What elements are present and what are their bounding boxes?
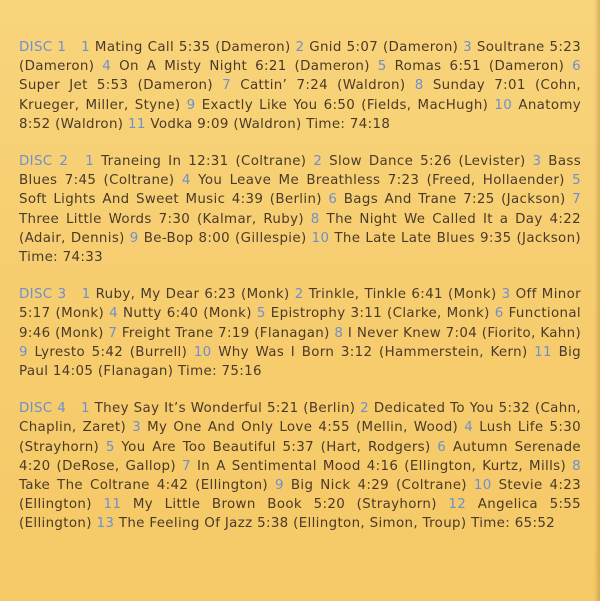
track-num: 3 <box>501 287 511 303</box>
track-text: Stevie 4:23 (Ellington) <box>19 478 581 513</box>
track-text: Sunday 7:01 (Cohn, Krueger, Miller, Styne) <box>19 78 582 113</box>
track-num: 10 <box>193 344 212 360</box>
track-text: On A Misty Night 6:21 (Dameron) <box>119 59 370 75</box>
track-text: My Little Brown Book 5:20 (Strayhorn) <box>132 497 437 513</box>
track-num: 1 <box>81 40 91 55</box>
track-num: 4 <box>464 420 474 436</box>
track-text: Bags And Trane 7:25 (Jackson) <box>343 192 566 208</box>
disc-time: Time: 74:33 <box>19 250 103 266</box>
disc-4-block <box>19 399 581 533</box>
track-text: Autumn Serenade 4:20 (DeRose, Gallop) <box>19 439 582 474</box>
disc-label: DISC 2 <box>19 154 69 170</box>
track-num: 6 <box>437 439 447 455</box>
track-num: 5 <box>256 306 266 322</box>
track-text: You Are Too Beautiful 5:37 (Hart, Rodgers) <box>121 439 431 455</box>
track-text: Vodka 9:09 (Waldron) <box>150 116 302 132</box>
tracklist <box>19 38 581 552</box>
disc-time: Time: 75:16 <box>177 364 262 380</box>
track-num: 7 <box>222 78 232 94</box>
track-text: Lyresto 5:42 (Burrell) <box>34 344 188 360</box>
disc-2-block <box>19 152 581 267</box>
track-text: I Never Knew 7:04 (Fiorito, Kahn) <box>347 325 582 341</box>
track-num: 6 <box>328 192 338 208</box>
track-text: Anatomy 8:52 (Waldron) <box>19 97 582 132</box>
track-text: They Say It’s Wonderful 5:21 (Berlin) <box>94 401 356 417</box>
track-text: Be-Bop 8:00 (Gillespie) <box>143 230 307 246</box>
track-num: 9 <box>19 344 28 360</box>
disc-label: DISC 1 <box>19 40 67 55</box>
track-num: 7 <box>182 458 191 474</box>
track-num: 10 <box>473 478 492 494</box>
track-num: 7 <box>572 192 581 208</box>
track-num: 3 <box>132 420 142 436</box>
track-num: 7 <box>108 325 118 341</box>
track-num: 2 <box>313 154 323 170</box>
track-num: 1 <box>85 154 95 170</box>
page-edge-shadow <box>594 0 600 601</box>
track-num: 3 <box>463 40 472 55</box>
track-text: Angelica 5:55 (Ellington) <box>19 497 582 532</box>
track-text: Gnid 5:07 (Dameron) <box>309 40 459 55</box>
track-num: 8 <box>572 458 582 474</box>
disc-time: Time: 65:52 <box>471 516 556 532</box>
track-text: Dedicated To You 5:32 (Cahn, Chaplin, Zaret) <box>19 401 581 436</box>
track-num: 9 <box>274 478 284 494</box>
track-text: Soultrane 5:23 (Dameron) <box>19 40 581 75</box>
track-text: Ruby, My Dear 6:23 (Monk) <box>95 287 290 303</box>
track-text: Mating Call 5:35 (Dameron) <box>94 40 291 55</box>
track-num: 2 <box>360 401 370 417</box>
track-text: My One And Only Love 4:55 (Mellin, Wood) <box>147 420 459 436</box>
track-num: 3 <box>532 154 542 170</box>
track-text: Bass Blues 7:45 (Coltrane) <box>19 154 582 189</box>
track-num: 11 <box>127 116 146 132</box>
track-text: Lush Life 5:30 (Strayhorn) <box>19 420 582 455</box>
track-num: 4 <box>102 59 112 75</box>
track-num: 11 <box>534 344 552 360</box>
disc-3-block <box>19 285 581 381</box>
track-num: 1 <box>81 287 91 303</box>
track-num: 10 <box>494 97 513 113</box>
track-text: Off Minor 5:17 (Monk) <box>19 287 582 322</box>
track-num: 6 <box>494 306 504 322</box>
track-text: Functional 9:46 (Monk) <box>19 306 581 341</box>
track-text: Trinkle, Tinkle 6:41 (Monk) <box>308 287 497 303</box>
track-text: Epistrophy 3:11 (Clarke, Monk) <box>270 306 490 322</box>
track-num: 8 <box>414 78 424 94</box>
track-num: 13 <box>96 516 115 532</box>
track-num: 6 <box>572 59 582 75</box>
track-text: Three Little Words 7:30 (Kalmar, Ruby) <box>19 211 304 227</box>
track-num: 9 <box>129 230 139 246</box>
track-text: Nutty 6:40 (Monk) <box>123 306 252 322</box>
track-text: The Late Late Blues 9:35 (Jackson) <box>334 230 582 246</box>
track-num: 1 <box>80 401 90 417</box>
track-text: You Leave Me Breathless 7:23 (Freed, Hollaender) <box>198 173 565 189</box>
track-num: 5 <box>572 173 582 189</box>
track-num: 5 <box>377 59 387 75</box>
track-text: Super Jet 5:53 (Dameron) <box>19 78 213 94</box>
track-text: Take The Coltrane 4:42 (Ellington) <box>19 478 268 494</box>
track-text: The Night We Called It a Day 4:22 (Adair, Dennis) <box>19 211 581 246</box>
track-text: Cattin’ 7:24 (Waldron) <box>240 78 406 94</box>
track-num: 11 <box>103 497 122 513</box>
track-num: 8 <box>334 325 344 341</box>
track-num: 5 <box>105 439 115 455</box>
track-text: Freight Trane 7:19 (Flanagan) <box>121 325 330 341</box>
track-num: 12 <box>448 497 467 513</box>
track-text: Romas 6:51 (Dameron) <box>394 59 565 75</box>
track-text: Big Paul 14:05 (Flanagan) <box>19 344 582 380</box>
track-num: 2 <box>295 40 305 55</box>
track-num: 2 <box>294 287 304 303</box>
track-num: 9 <box>186 97 196 113</box>
track-num: 10 <box>311 230 330 246</box>
track-num: 8 <box>310 211 320 227</box>
disc-time: Time: 74:18 <box>306 116 391 132</box>
disc-label: DISC 4 <box>19 401 67 417</box>
disc-1-block <box>19 38 581 134</box>
track-num: 4 <box>109 306 118 322</box>
track-text: Why Was I Born 3:12 (Hammerstein, Kern) <box>218 344 528 360</box>
track-text: The Feeling Of Jazz 5:38 (Ellington, Simon, Troup) <box>118 516 467 532</box>
track-text: Slow Dance 5:26 (Levister) <box>329 154 526 170</box>
disc-label: DISC 3 <box>19 287 67 303</box>
track-text: In A Sentimental Mood 4:16 (Ellington, Kurtz, Mills) <box>196 458 567 474</box>
track-text: Traneing In 12:31 (Coltrane) <box>101 154 307 170</box>
track-text: Exactly Like You 6:50 (Fields, MacHugh) <box>201 97 489 113</box>
track-text: Big Nick 4:29 (Coltrane) <box>290 478 467 494</box>
track-num: 4 <box>181 173 191 189</box>
track-text: Soft Lights And Sweet Music 4:39 (Berlin) <box>19 192 322 208</box>
